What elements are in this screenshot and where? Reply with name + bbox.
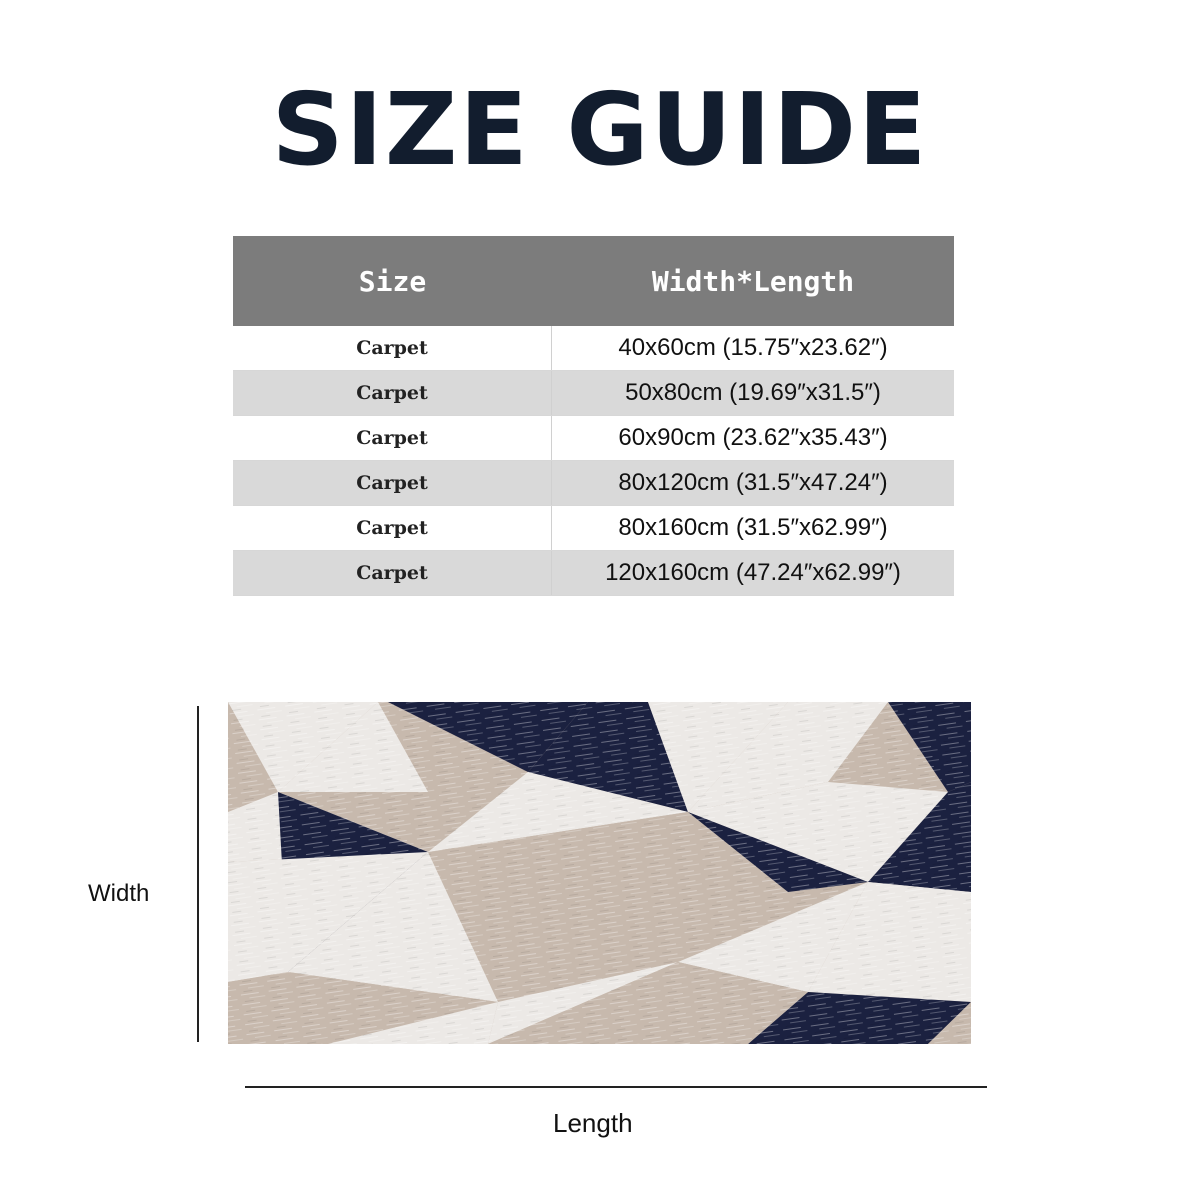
cell-size: Carpet bbox=[233, 371, 552, 415]
cell-dimensions: 80x160cm (31.5″x62.99″) bbox=[618, 514, 888, 541]
header-dimensions: Width*Length bbox=[651, 264, 855, 298]
table-row bbox=[233, 461, 954, 506]
length-dimension-line bbox=[245, 1086, 987, 1088]
cell-dimensions: 80x120cm (31.5″x47.24″) bbox=[618, 469, 888, 496]
cell-size: Carpet bbox=[233, 506, 552, 550]
length-label: Length bbox=[553, 1108, 633, 1138]
cell-dimensions: 60x90cm (23.62″x35.43″) bbox=[618, 424, 888, 451]
table-row bbox=[233, 416, 954, 461]
width-dimension-line bbox=[197, 706, 199, 1042]
cell-size: Carpet bbox=[233, 326, 552, 370]
page-title: SIZE GUIDE bbox=[271, 71, 929, 188]
size-table bbox=[233, 236, 954, 596]
cell-dimensions: 50x80cm (19.69″x31.5″) bbox=[625, 379, 881, 406]
table-row bbox=[233, 326, 954, 371]
header-size: Size bbox=[358, 264, 427, 298]
width-label: Width bbox=[88, 880, 150, 907]
table-row bbox=[233, 551, 954, 596]
cell-dimensions: 40x60cm (15.75″x23.62″) bbox=[618, 334, 888, 361]
rug-texture bbox=[228, 702, 971, 1044]
table-row bbox=[233, 506, 954, 551]
cell-size: Carpet bbox=[233, 551, 552, 595]
table-row bbox=[233, 371, 954, 416]
table-body bbox=[233, 326, 954, 596]
cell-size: Carpet bbox=[233, 461, 552, 505]
rug-illustration bbox=[228, 702, 971, 1044]
cell-dimensions: 120x160cm (47.24″x62.99″) bbox=[605, 559, 901, 586]
table-header bbox=[233, 236, 954, 326]
cell-size: Carpet bbox=[233, 416, 552, 460]
